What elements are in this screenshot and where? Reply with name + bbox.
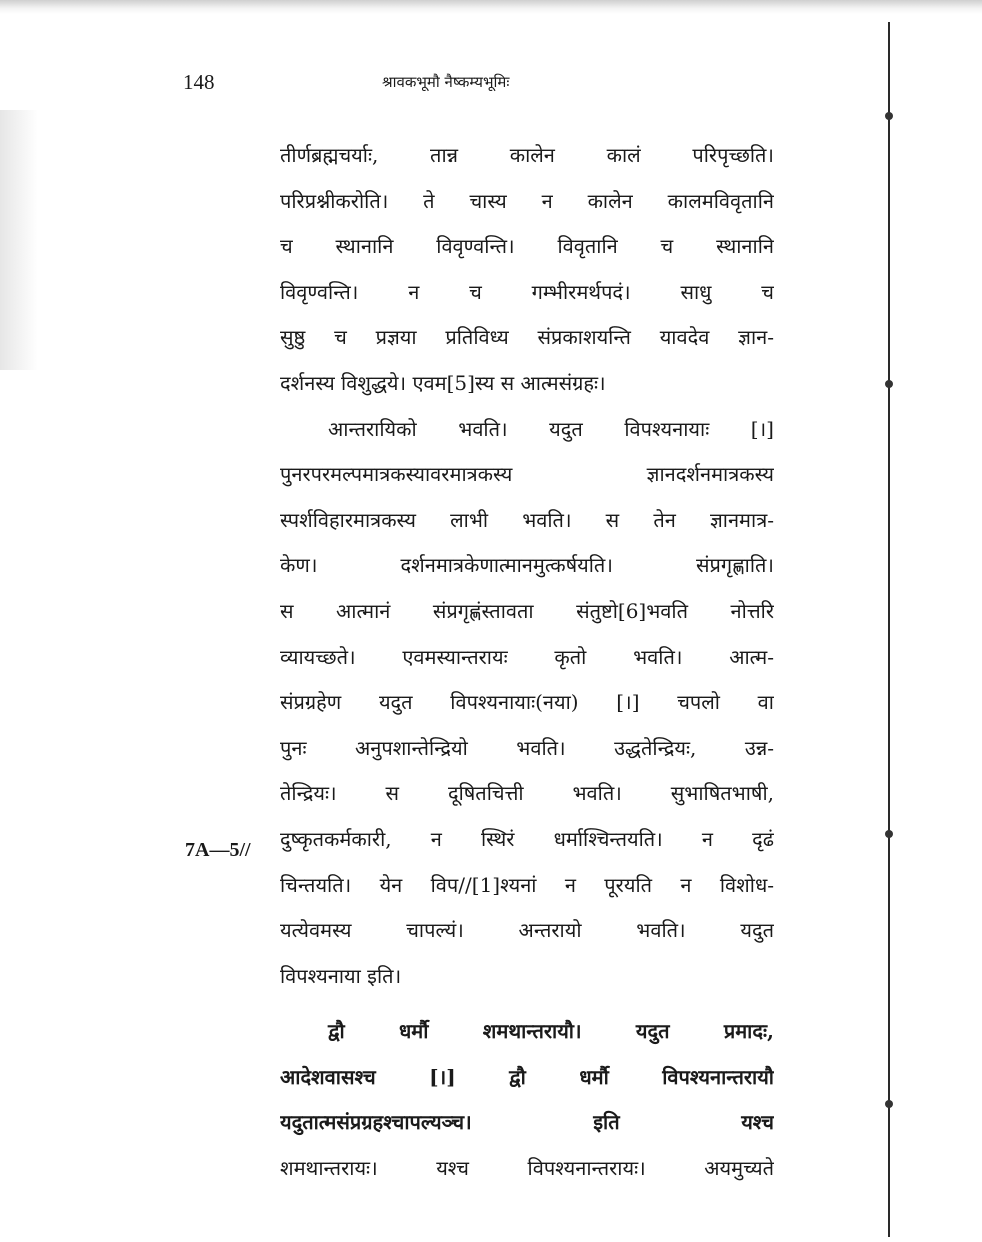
text-line: यदुतात्मसंप्रग्रहश्चापल्यञ्च। इति यश्च [280, 1110, 774, 1135]
paragraph [280, 1009, 774, 1191]
edge-mark [885, 830, 893, 838]
text-line: केण। दर्शनमात्रकेणात्मानमुत्कर्षयति। संप्रगृह्णाति। [280, 553, 774, 578]
text-line: विवृण्वन्ति। न च गम्भीरमर्थपदं। साधु च [280, 279, 774, 304]
running-head: श्रावकभूमौ नैष्कम्यभूमिः [382, 73, 510, 91]
text-line: पुनरपरमल्पमात्रकस्यावरमात्रकस्य ज्ञानदर्शनमात्रकस्य [280, 462, 774, 487]
edge-mark [885, 112, 893, 120]
edge-mark [885, 1100, 893, 1108]
text-line: पुनः अनुपशान्तेन्द्रियो भवति। उद्धतेन्द्रियः, उन्न- [280, 735, 774, 760]
text-line: स आत्मानं संप्रगृह्णंस्तावता संतुष्टो[6]भवति नोत्तरि [280, 598, 774, 623]
scan-shadow-left [0, 110, 38, 370]
text-line: विपश्यनाया इति। [280, 963, 402, 988]
text-line: संप्रग्रहेण यदुत विपश्यनायाः(नया) [।] चपलो वा [280, 690, 774, 715]
body-text [280, 133, 774, 1192]
margin-reference: 7A—5// [185, 839, 251, 861]
text-line: यत्येवमस्य चापल्यं। अन्तरायो भवति। यदुत [280, 918, 774, 943]
text-line: चिन्तयति। येन विप//[1]श्यनां न पूरयति न विशोध- [280, 872, 774, 897]
edge-mark [885, 380, 893, 388]
text-line: सुष्ठु च प्रज्ञया प्रतिविध्य संप्रकाशयन्ति यावदेव ज्ञान- [280, 325, 774, 350]
page-number: 148 [183, 70, 215, 94]
page-edge-line [888, 22, 890, 1237]
text-line: च स्थानानि विवृण्वन्ति। विवृतानि च स्थानानि [280, 234, 774, 259]
paragraph [280, 407, 774, 1000]
scan-edge-top [0, 0, 982, 14]
page-header [0, 68, 982, 102]
text-line: स्पर्शविहारमात्रकस्य लाभी भवति। स तेन ज्ञानमात्र- [280, 507, 774, 532]
text-line: आदेशवासश्च [।] द्वौ धर्मौ विपश्यनान्तरायौ [280, 1064, 774, 1089]
text-line: शमथान्तरायः। यश्च विपश्यनान्तरायः। अयमुच्यते [280, 1156, 774, 1181]
paragraph [280, 133, 774, 407]
text-line: परिप्रश्नीकरोति। ते चास्य न कालेन कालमविवृतानि [280, 188, 774, 213]
text-line: दर्शनस्य विशुद्धये। एवम[5]स्य स आत्मसंग्रहः। [280, 370, 606, 395]
text-line: दुष्कृतकर्मकारी, न स्थिरं धर्माश्चिन्तयति। न दृढं [280, 826, 774, 851]
text-line: द्वौ धर्मौ शमथान्तरायौ। यदुत प्रमादः, [328, 1019, 774, 1044]
text-line: तेन्द्रियः। स दूषितचित्ती भवति। सुभाषितभाषी, [280, 781, 774, 806]
text-line: व्यायच्छते। एवमस्यान्तरायः कृतो भवति। आत्म- [280, 644, 774, 669]
text-line: आन्तरायिको भवति। यदुत विपश्यनायाः [।] [328, 416, 774, 441]
text-line: तीर्णब्रह्मचर्याः, तान्न कालेन कालं परिपृच्छति। [280, 143, 774, 167]
